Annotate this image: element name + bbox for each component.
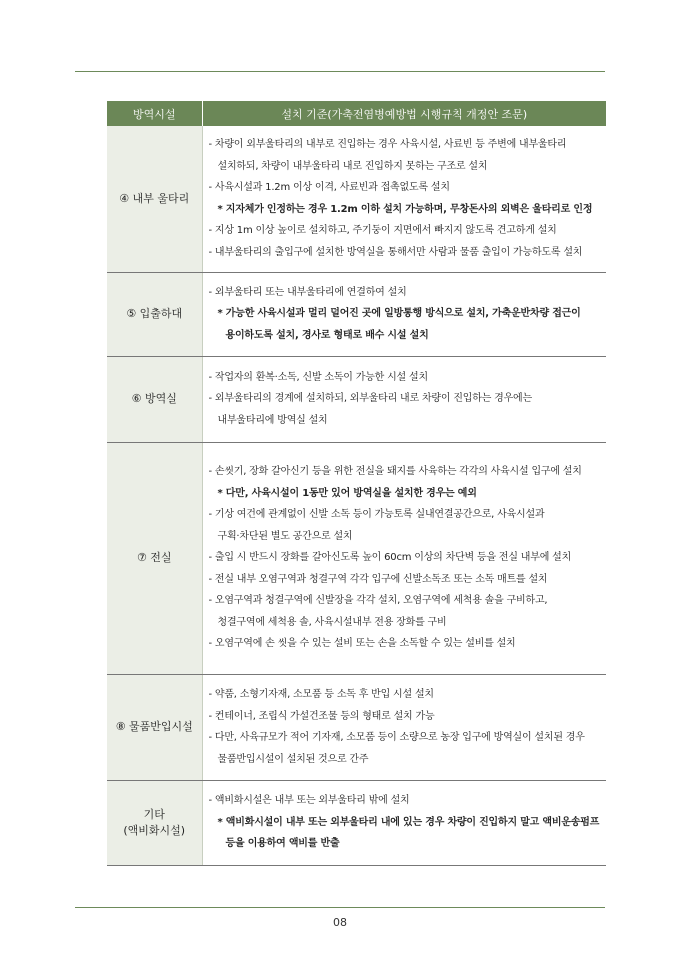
facility-name: ⑤ 입출하대 bbox=[107, 272, 202, 356]
criteria-cell bbox=[202, 780, 606, 865]
criteria-line: - 다만, 사육규모가 적어 기자재, 소모품 등이 소량으로 농장 입구에 방역실이 설치된 경우 bbox=[208, 732, 585, 743]
facility-name-line2: (액비화시설) bbox=[123, 823, 186, 837]
criteria-line: 내부울타리에 방역실 설치 bbox=[217, 414, 328, 426]
table-row bbox=[107, 272, 606, 356]
criteria-note: 등을 이용하여 액비를 반출 bbox=[225, 838, 340, 850]
criteria-cell bbox=[202, 272, 606, 356]
header-facility: 방역시설 bbox=[107, 101, 202, 126]
header-criteria: 설치 기준(가축전염병예방법 시행규칙 개정안 조문) bbox=[202, 101, 606, 126]
criteria-line: - 약품, 소형기자재, 소모품 등 소독 후 반입 시설 설치 bbox=[208, 689, 434, 700]
criteria-line: - 외부울타리의 경계에 설치하되, 외부울타리 내로 차량이 진입하는 경우에는 bbox=[208, 393, 532, 405]
facility-name: ⑥ 방역실 bbox=[107, 356, 202, 442]
criteria-line: 설치하되, 차량이 내부울타리 내로 진입하지 못하는 구조로 설치 bbox=[217, 160, 488, 172]
criteria-line: 물품반입시설이 설치된 것으로 간주 bbox=[217, 753, 369, 765]
facility-name: ⑦ 전실 bbox=[107, 442, 202, 674]
facility-name: ④ 내부 울타리 bbox=[107, 126, 202, 272]
table-row bbox=[107, 780, 606, 865]
bottom-rule bbox=[75, 907, 605, 908]
table-row bbox=[107, 356, 606, 442]
table-row bbox=[107, 674, 606, 780]
criteria-line: - 기상 여건에 관계없이 신발 소독 등이 가능토록 실내연결공간으로, 사육시설과 bbox=[208, 509, 545, 521]
criteria-line: - 작업자의 환복·소독, 신발 소독이 가능한 시설 설치 bbox=[208, 371, 428, 383]
criteria-cell bbox=[202, 126, 606, 272]
criteria-line: - 지상 1m 이상 높이로 설치하고, 주기둥이 지면에서 빠지지 않도록 견고하게 설치 bbox=[208, 225, 557, 237]
criteria-line: - 내부울타리의 출입구에 설치한 방역실을 통해서만 사람과 물품 출입이 가능하도록 설치 bbox=[208, 246, 583, 258]
table-row bbox=[107, 442, 606, 674]
criteria-note: * 지자체가 인정하는 경우 1.2m 이하 설치 가능하며, 무창돈사의 외벽은 울타리로 인정 bbox=[217, 203, 593, 215]
criteria-line: - 오염구역에 손 씻을 수 있는 설비 또는 손을 소독할 수 있는 설비를 설치 bbox=[208, 638, 516, 650]
criteria-cell bbox=[202, 356, 606, 442]
facility-name: ⑧ 물품반입시설 bbox=[107, 674, 202, 780]
criteria-note: * 액비화시설이 내부 또는 외부울타리 내에 있는 경우 차량이 진입하지 말고 액비운송펌프 bbox=[217, 816, 600, 828]
criteria-note: * 다만, 사육시설이 1동만 있어 방역실을 설치한 경우는 예외 bbox=[217, 487, 477, 499]
biosecurity-criteria-table bbox=[107, 101, 606, 866]
table-header-row bbox=[107, 101, 606, 126]
top-rule bbox=[75, 71, 605, 72]
facility-name bbox=[107, 780, 202, 865]
criteria-line: - 차량이 외부울타리의 내부로 진입하는 경우 사육시설, 사료빈 등 주변에 내부울타리 bbox=[208, 139, 567, 151]
criteria-line: - 컨테이너, 조립식 가설건조물 등의 형태로 설치 가능 bbox=[208, 710, 435, 722]
table-row bbox=[107, 126, 606, 272]
criteria-line: - 외부울타리 또는 내부울타리에 연결하여 설치 bbox=[208, 286, 407, 298]
criteria-line: - 오염구역과 청결구역에 신발장을 각각 설치, 오염구역에 세척용 솔을 구비하고, bbox=[208, 595, 548, 607]
criteria-line: - 사육시설과 1.2m 이상 이격, 사료빈과 접촉없도록 설치 bbox=[208, 182, 450, 194]
criteria-note: 용이하도록 설치, 경사로 형태로 배수 시설 설치 bbox=[225, 329, 429, 341]
criteria-note: * 가능한 사육시설과 멀리 덜어진 곳에 일방통행 방식으로 설치, 가축운반차량 접근이 bbox=[217, 308, 581, 320]
page-number: 08 bbox=[333, 916, 347, 929]
criteria-cell bbox=[202, 442, 606, 674]
criteria-line: 청결구역에 세척용 솔, 사육시설내부 전용 장화를 구비 bbox=[217, 616, 447, 628]
criteria-line: - 액비화시설은 내부 또는 외부울타리 밖에 설치 bbox=[208, 795, 410, 807]
criteria-line: - 전실 내부 오염구역과 청결구역 각각 입구에 신발소독조 또는 소독 매트를 설치 bbox=[208, 573, 548, 585]
criteria-line: 구획·차단된 별도 공간으로 설치 bbox=[217, 530, 353, 542]
criteria-line: - 출입 시 반드시 장화를 갈아신도록 높이 60cm 이상의 차단벽 등을 전실 내부에 설치 bbox=[208, 552, 572, 564]
facility-name-line1: 기타 bbox=[143, 807, 165, 821]
criteria-cell bbox=[202, 674, 606, 780]
criteria-line: - 손씻기, 장화 갈아신기 등을 위한 전실을 돼지를 사육하는 각각의 사육시설 입구에 설치 bbox=[208, 466, 582, 478]
